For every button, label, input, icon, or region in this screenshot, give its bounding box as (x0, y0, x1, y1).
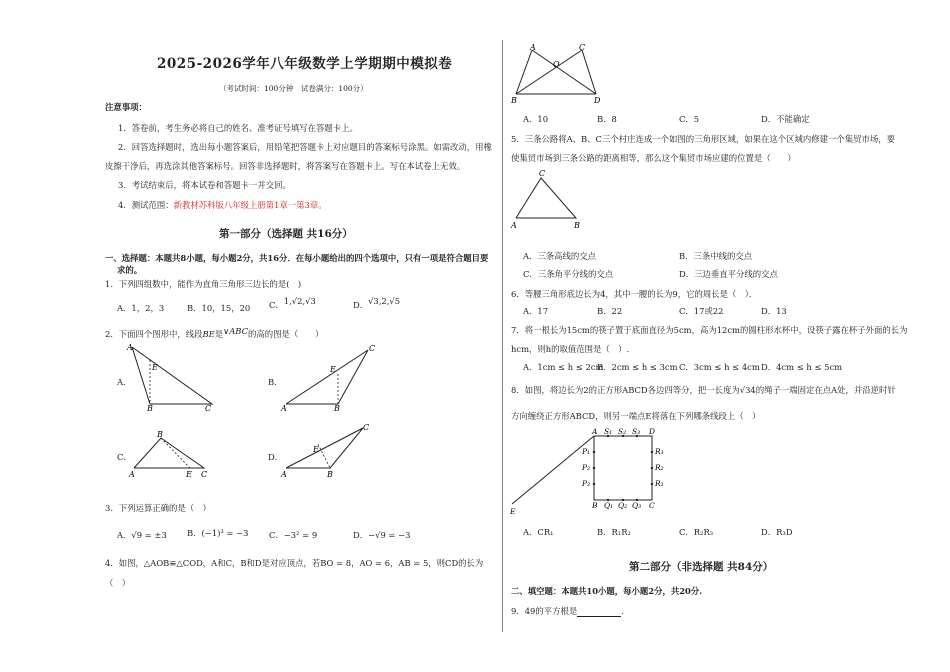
part1-intro-cont: 求的。 (117, 265, 143, 275)
q8-option-a[interactable]: A．CR₁ (523, 527, 554, 537)
note-2: 2．回答选择题时，选出每小题答案后，用铅笔把答题卡上对应题目的答案标号涂黑。如需改动，用橡 (118, 142, 492, 152)
q5-option-d[interactable]: D．三边垂直平分线的交点 (679, 269, 778, 279)
q5-option-a[interactable]: A．三条高线的交点 (523, 251, 597, 261)
q8-stem-cont: 方向缠绕正方形ABCD，则另一端点E将落在下列哪条线段上（ ） (511, 411, 761, 421)
q8-label-s1: S₁ (604, 427, 613, 436)
q8-label-c: C (649, 501, 655, 510)
test-scope: 新教材苏科版八年级上册第1章一第3章。 (173, 200, 327, 210)
note-1: 1．答卷前，考生务必将自己的姓名、准考证号填写在答题卡上。 (118, 123, 358, 133)
page-title: 2025-2026学年八年级数学上学期期中模拟卷 (157, 56, 453, 72)
q8-label-r1: R₁ (655, 479, 664, 488)
q3-option-a[interactable]: A．√9 = ±3 (117, 530, 167, 540)
q8-label-p3: P₃ (582, 479, 591, 488)
q1-option-b[interactable]: B．10，15，20 (187, 303, 251, 313)
q7-option-a[interactable]: A．1cm ≤ h ≤ 2cm (523, 362, 604, 372)
q3-option-c[interactable]: C．−3² = 9 (269, 530, 318, 540)
q2-figure-c (126, 428, 216, 480)
q8-label-a: A (592, 427, 598, 436)
q8-label-r3: R₃ (655, 447, 664, 456)
q7-option-b[interactable]: B．2cm ≤ h ≤ 3cm (597, 362, 678, 372)
q4-option-a[interactable]: A．10 (523, 114, 549, 124)
q2d-label-a: A (281, 470, 287, 479)
q4-stem-cont: （ ） (105, 578, 131, 588)
q5-label-c: C (539, 169, 546, 178)
q1-option-a[interactable]: A．1，2，3 (117, 303, 165, 313)
q4-label-a: A (530, 43, 536, 52)
q8-label-b: B (592, 501, 598, 510)
q8-label-q1: Q₁ (604, 501, 614, 510)
q2b-label-e: E (330, 365, 336, 374)
q5-option-b[interactable]: B．三条中线的交点 (679, 251, 753, 261)
q4-figure (508, 42, 608, 106)
q4-option-b[interactable]: B．8 (597, 114, 617, 124)
q4-label-b: B (511, 96, 517, 105)
q8-label-s3: S₃ (632, 427, 641, 436)
q9-end: . (621, 606, 624, 616)
q2-stem-pre: 2．下面四个图形中，线段 (105, 329, 203, 339)
q5-label-b: B (574, 221, 580, 230)
q2a-label-c: C (205, 404, 212, 412)
q8-figure (508, 424, 678, 518)
q3-stem: 3．下列运算正确的是（ ） (105, 503, 211, 513)
q2-option-c[interactable]: C． (117, 452, 132, 462)
q4-option-d[interactable]: D．不能确定 (761, 114, 810, 124)
part2-title: 第二部分（非选择题 共84分） (629, 561, 774, 573)
q2d-label-e: E (313, 445, 319, 454)
note-2-cont: 皮擦干净后，再选涂其他答案标号。回答非选择题时，将答案写在答题卡上。写在本试卷上无效。 (105, 161, 466, 171)
q8-stem: 8．如图，将边长为2的正方形ABCD各边四等分，把一长度为√34的绳子一端固定在点A处，并沿逆时针 (511, 385, 896, 395)
q7-option-c[interactable]: C．3cm ≤ h ≤ 4cm (679, 362, 760, 372)
q2b-label-c: C (369, 344, 376, 353)
notes-heading: 注意事项： (105, 102, 147, 112)
q6-option-a[interactable]: A．17 (523, 306, 549, 316)
q5-stem: 5．三条公路将A、B、C三个村庄连成一个如图的三角形区域，如果在这个区域内修建一个集贸市场，要 (511, 134, 896, 144)
q1-option-c[interactable] (269, 296, 316, 311)
q8-label-p2: P₂ (582, 463, 591, 472)
q8-label-q3: Q₃ (632, 501, 642, 510)
q8-option-d[interactable]: D．R₃D (761, 527, 793, 537)
q6-stem: 6．等腰三角形底边长为4，其中一腰的长为9，它的周长是（ ）． (511, 289, 758, 299)
q1-d-label: D． (353, 300, 369, 310)
q4-label-d: D (594, 96, 601, 105)
q2-stem (105, 326, 324, 340)
q2-stem-post: 的高的图是（ ） (248, 329, 324, 339)
q2c-label-c: C (201, 470, 208, 479)
q2d-label-b: B (327, 470, 333, 479)
q2b-label-b: B (334, 404, 340, 412)
q2-figure-d (278, 422, 378, 480)
q8-label-d: D (649, 427, 656, 436)
q8-label-e: E (510, 507, 516, 516)
q2c-label-b: B (157, 430, 163, 439)
q2-stem-abc: ∨ABC (223, 326, 249, 336)
q9-text: 9．49的平方根是 (511, 606, 578, 616)
q2a-label-a: A (127, 343, 133, 352)
q8-option-c[interactable]: C．R₂R₃ (679, 527, 714, 537)
note-4-label: 4．测试范围： (118, 200, 174, 210)
q8-label-q2: Q₂ (618, 501, 628, 510)
q5-option-c[interactable]: C．三条角平分线的交点 (523, 269, 614, 279)
q1-c-label: C． (269, 300, 284, 310)
q9-answer-blank[interactable] (577, 607, 621, 617)
q5-stem-cont: 使集贸市场到三条公路的距离相等，那么这个集贸市场应建的位置是（ ） (511, 153, 796, 163)
q8-label-r2: R₂ (655, 463, 664, 472)
part1-intro: 一、选择题：本题共8小题，每小题2分，共16分．在每小题给出的四个选项中，只有一项是符合题目要 (105, 253, 489, 263)
note-3: 3．考试结束后，将本试卷和答题卡一并交回。 (118, 180, 291, 190)
q9-stem (511, 606, 624, 617)
q3-option-b[interactable]: B．(−1)³ = −3 (187, 528, 249, 538)
q7-stem: 7．将一根长为15cm的筷子置于底面直径为5cm，高为12cm的圆柱形水杯中，设筷子露在杯子外面的长为 (511, 325, 908, 335)
q2a-label-b: B (147, 404, 153, 412)
q2c-label-e: E (186, 470, 192, 479)
q2a-label-e: E (152, 363, 158, 372)
q7-option-d[interactable]: D．4cm ≤ h ≤ 5cm (761, 362, 843, 372)
q6-option-b[interactable]: B．22 (597, 306, 623, 316)
q2c-label-a: A (129, 470, 135, 479)
q4-label-c: C (579, 43, 586, 52)
q2-figure-b (278, 342, 388, 412)
q2b-label-a: A (281, 404, 287, 412)
q4-stem: 4．如图，△AOB≌△COD，A和C，B和D是对应顶点，若BO = 8，AO = 6，AB = 5，则CD的长为 (105, 558, 484, 568)
q7-stem-cont: hcm，则h的取值范围是（ ）. (511, 344, 630, 354)
q6-option-c[interactable]: C．17或22 (679, 306, 724, 316)
q3-option-d[interactable]: D．−√9 = −3 (353, 530, 411, 540)
q8-label-s2: S₂ (618, 427, 627, 436)
q8-option-b[interactable]: B．R₁R₂ (597, 527, 631, 537)
q5-label-a: A (511, 221, 517, 230)
q8-label-p1: P₁ (582, 447, 591, 456)
q2-stem-be: BE (202, 329, 215, 339)
q1-option-d[interactable] (353, 296, 401, 311)
part1-title: 第一部分（选择题 共16分） (219, 228, 353, 240)
q5-figure (508, 166, 598, 232)
q6-option-d[interactable]: D．13 (761, 306, 787, 316)
q2-stem-mid: 是 (214, 329, 224, 339)
q2-figure-a (122, 342, 222, 412)
q4-label-o: O (553, 60, 560, 69)
q2-option-d[interactable]: D． (268, 452, 284, 462)
part2-intro: 二、填空题：本题共10小题，每小题2分，共20分. (511, 586, 703, 596)
q1-c-math: 1,√2,√3 (283, 296, 316, 306)
note-4 (118, 200, 327, 211)
column-divider (502, 40, 503, 632)
q1-stem: 1．下列四组数中，能作为直角三角形三边长的是( ) (105, 279, 302, 289)
q4-option-c[interactable]: C．5 (679, 114, 700, 124)
q2-option-a[interactable]: A． (117, 377, 132, 387)
q2d-label-c: C (363, 423, 370, 432)
q1-d-math: √3,2,√5 (368, 296, 401, 306)
q2-option-b[interactable]: B． (268, 377, 283, 387)
exam-info: （考试时间：100分钟 试卷满分：100分） (219, 84, 368, 93)
